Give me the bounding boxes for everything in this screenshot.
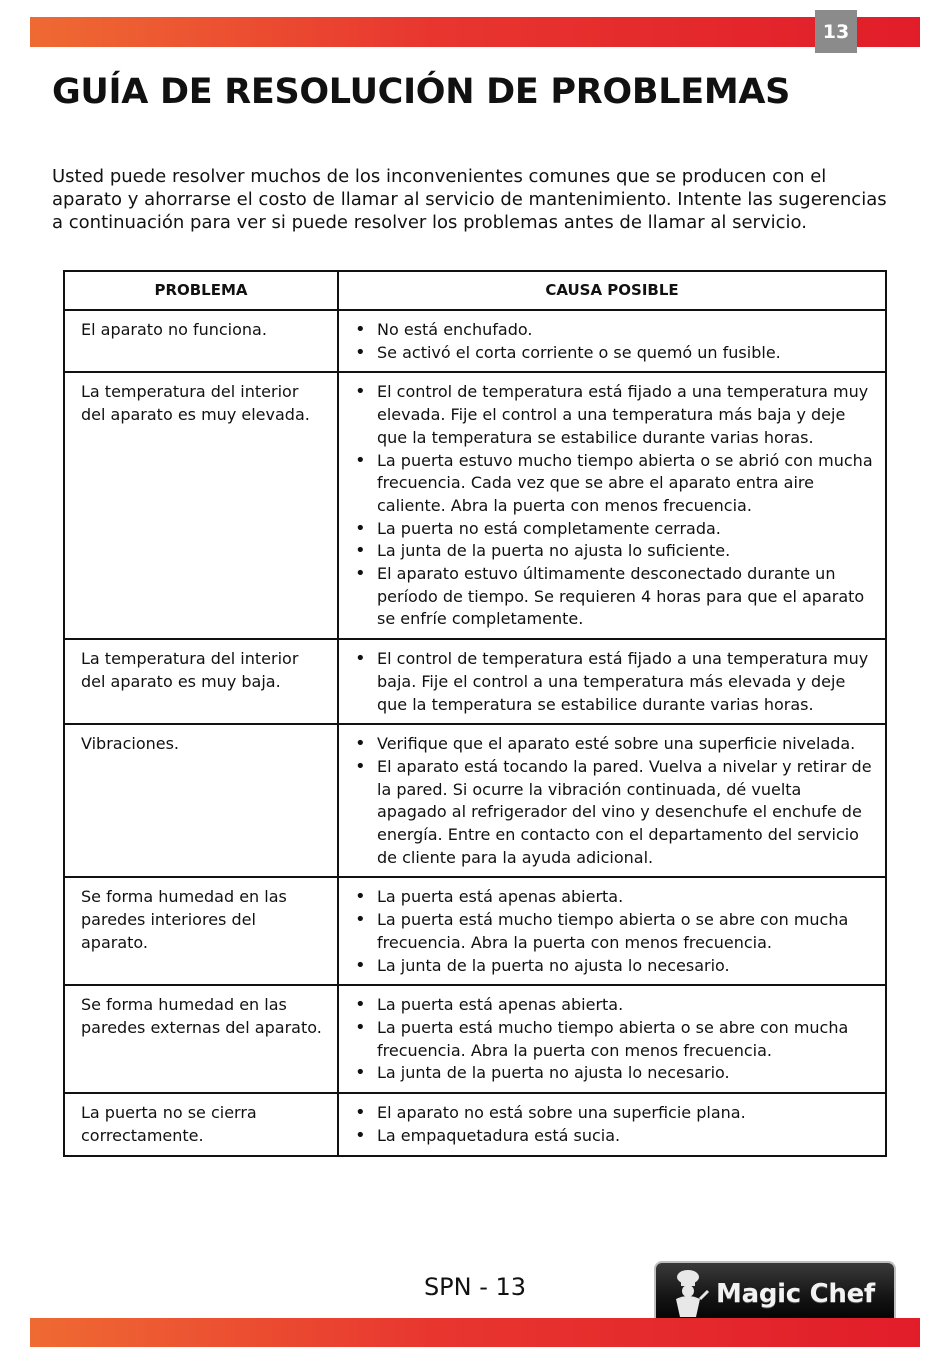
cause-cell: [338, 372, 886, 639]
cause-cell: [338, 310, 886, 372]
cause-cell: [338, 639, 886, 724]
cause-cell: [338, 724, 886, 877]
problem-cell: La temperatura del interior del aparato es muy elevada.: [64, 372, 338, 639]
column-header-problem: PROBLEMA: [64, 271, 338, 310]
problem-cell: Se forma humedad en las paredes interiores del aparato.: [64, 877, 338, 985]
cause-item: • El aparato no está sobre una superficie plana.: [353, 1102, 875, 1125]
cause-item: • Verifique que el aparato esté sobre una superficie nivelada.: [353, 733, 875, 756]
table-row: [64, 310, 886, 372]
page-number-tab: 13: [815, 10, 857, 53]
cause-cell: [338, 1093, 886, 1155]
table-body: [64, 310, 886, 1156]
problem-cell: El aparato no funciona.: [64, 310, 338, 372]
table-row: [64, 1093, 886, 1155]
cause-item: • La junta de la puerta no ajusta lo necesario.: [353, 955, 875, 978]
table-row: [64, 724, 886, 877]
problem-cell: La temperatura del interior del aparato es muy baja.: [64, 639, 338, 724]
column-header-cause: CAUSA POSIBLE: [338, 271, 886, 310]
cause-item: • La puerta está mucho tiempo abierta o se abre con mucha frecuencia. Abra la puerta con menos frecuencia.: [353, 909, 875, 954]
cause-item: • El control de temperatura está fijado a una temperatura muy elevada. Fije el control a una temperatura más baja y deje que la temperatura se estabilice durante varias horas.: [353, 381, 875, 449]
table-row: [64, 639, 886, 724]
cause-item: • La puerta está mucho tiempo abierta o se abre con mucha frecuencia. Abra la puerta con menos frecuencia.: [353, 1017, 875, 1062]
cause-item: • La junta de la puerta no ajusta lo necesario.: [353, 1062, 875, 1085]
cause-item: • La junta de la puerta no ajusta lo suficiente.: [353, 540, 875, 563]
cause-item: • La empaquetadura está sucia.: [353, 1125, 875, 1148]
cause-item: • La puerta está apenas abierta.: [353, 994, 875, 1017]
footer-bar: [30, 1318, 920, 1347]
cause-list: [353, 733, 875, 869]
cause-list: [353, 886, 875, 977]
cause-list: [353, 319, 875, 364]
cause-item: • La puerta está apenas abierta.: [353, 886, 875, 909]
cause-item: • No está enchufado.: [353, 319, 875, 342]
logo-text: Magic Chef: [716, 1279, 875, 1309]
cause-list: [353, 381, 875, 631]
cause-cell: [338, 877, 886, 985]
table-header-row: [64, 271, 886, 310]
cause-list: [353, 994, 875, 1085]
cause-list: [353, 1102, 875, 1147]
troubleshooting-table: [63, 270, 887, 1157]
cause-item: • Se activó el corta corriente o se quemó un fusible.: [353, 342, 875, 365]
table-row: [64, 877, 886, 985]
cause-item: • El aparato está tocando la pared. Vuelva a nivelar y retirar de la pared. Si ocurre la vibración continuada, dé vuelta apagado al refrigerador del vino y desenchufe el enchufe de energía. Entre en contacto con el departamento del servicio de cliente para la ayuda adicional.: [353, 756, 875, 870]
header-bar: [30, 17, 920, 47]
table-row: [64, 985, 886, 1093]
chef-icon: [666, 1269, 712, 1319]
cause-item: • La puerta estuvo mucho tiempo abierta o se abrió con mucha frecuencia. Cada vez que se abre el aparato entra aire caliente. Abra la puerta con menos frecuencia.: [353, 450, 875, 518]
cause-item: • El control de temperatura está fijado a una temperatura muy baja. Fije el control a una temperatura más elevada y deje que la temperatura se estabilice durante varias horas.: [353, 648, 875, 716]
cause-cell: [338, 985, 886, 1093]
intro-paragraph: Usted puede resolver muchos de los inconvenientes comunes que se producen con el aparato y ahorrarse el costo de llamar al servicio de mantenimiento. Intente las sugerencias a continuación para ver si puede resolver los problemas antes de llamar al servicio.: [52, 166, 887, 233]
table-row: [64, 372, 886, 639]
cause-item: • La puerta no está completamente cerrada.: [353, 518, 875, 541]
page-title: GUÍA DE RESOLUCIÓN DE PROBLEMAS: [52, 72, 791, 112]
problem-cell: Vibraciones.: [64, 724, 338, 877]
problem-cell: Se forma humedad en las paredes externas del aparato.: [64, 985, 338, 1093]
page-label: SPN - 13: [423, 1273, 527, 1301]
problem-cell: La puerta no se cierra correctamente.: [64, 1093, 338, 1155]
cause-item: • El aparato estuvo últimamente desconectado durante un período de tiempo. Se requieren 4 horas para que el aparato se enfríe completamente.: [353, 563, 875, 631]
cause-list: [353, 648, 875, 716]
